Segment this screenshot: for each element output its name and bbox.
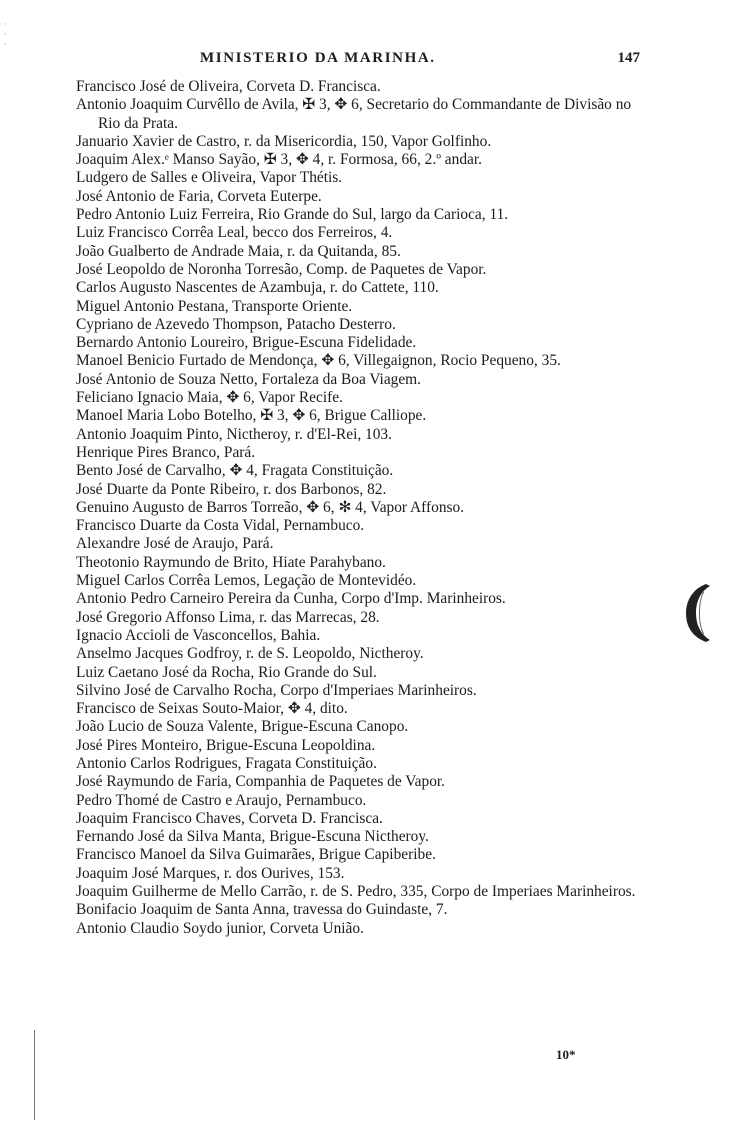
list-item: Francisco de Seixas Souto-Maior, ✥ 4, dito. <box>76 700 348 718</box>
list-item: Francisco Manoel da Silva Guimarães, Brigue Capiberibe. <box>76 846 436 864</box>
list-item: Ludgero de Salles e Oliveira, Vapor Thétis. <box>76 169 343 187</box>
list-item: Alexandre José de Araujo, Pará. <box>76 535 274 553</box>
list-item: Luiz Caetano José da Rocha, Rio Grande do Sul. <box>76 663 377 681</box>
list-item: Joaquim Guilherme de Mello Carrão, r. de S. Pedro, 335, Corpo de Imperiaes Marinheiros. <box>76 883 636 901</box>
list-item: José Gregorio Affonso Lima, r. das Marrecas, 28. <box>76 608 380 626</box>
list-item: José Pires Monteiro, Brigue-Escuna Leopoldina. <box>76 736 376 754</box>
officer-list <box>76 78 656 938</box>
list-item: Bernardo Antonio Loureiro, Brigue-Escuna Fidelidade. <box>76 334 417 352</box>
list-item: Bento José de Carvalho, ✥ 4, Fragata Constituição. <box>76 462 394 480</box>
list-item: Henrique Pires Branco, Pará. <box>76 443 256 461</box>
list-item: Francisco Duarte da Costa Vidal, Pernambuco. <box>76 517 365 535</box>
page-number: 147 <box>617 50 640 66</box>
list-item: Ignacio Accioli de Vasconcellos, Bahia. <box>76 626 321 644</box>
list-item: Manoel Maria Lobo Botelho, ✠ 3, ✥ 6, Brigue Calliope. <box>76 407 427 425</box>
list-item: Fernando José da Silva Manta, Brigue-Escuna Nictheroy. <box>76 828 429 846</box>
list-item: Pedro Thomé de Castro e Araujo, Pernambuco. <box>76 791 367 809</box>
list-item: Francisco José de Oliveira, Corveta D. Francisca. <box>76 78 381 95</box>
list-item: Antonio Joaquim Pinto, Nictheroy, r. d'El-Rei, 103. <box>76 425 392 443</box>
margin-specks: · · · <box>4 20 7 49</box>
list-item: José Leopoldo de Noronha Torresão, Comp. de Paquetes de Vapor. <box>76 260 487 278</box>
list-item: Joaquim Alex.ᵉ Manso Sayão, ✠ 3, ✥ 4, r. Formosa, 66, 2.º andar. <box>76 151 482 169</box>
list-item: Anselmo Jacques Godfroy, r. de S. Leopoldo, Nictheroy. <box>76 645 424 663</box>
list-item: Luiz Francisco Corrêa Leal, becco dos Ferreiros, 4. <box>76 224 393 242</box>
list-item: Feliciano Ignacio Maia, ✥ 6, Vapor Recife. <box>76 389 343 407</box>
list-item: João Gualberto de Andrade Maia, r. da Quitanda, 85. <box>76 242 401 260</box>
list-item: Antonio Pedro Carneiro Pereira da Cunha, Corpo d'Imp. Marinheiros. <box>76 590 506 608</box>
list-item: Theotonio Raymundo de Brito, Hiate Parahybano. <box>76 553 386 571</box>
list-item: Antonio Carlos Rodrigues, Fragata Constituição. <box>76 754 377 772</box>
list-item: Carlos Augusto Nascentes de Azambuja, r. do Cattete, 110. <box>76 279 439 297</box>
list-item: Antonio Joaquim Curvêllo de Avila, ✠ 3, ✥ 6, Secretario do Commandante de Divisão no Rio da Prata. <box>76 96 632 132</box>
page-header <box>200 50 640 72</box>
running-title: MINISTERIO DA MARINHA. <box>200 50 436 66</box>
list-item: José Antonio de Faria, Corveta Euterpe. <box>76 187 322 205</box>
list-item: José Raymundo de Faria, Companhia de Paquetes de Vapor. <box>76 773 446 791</box>
list-item: José Antonio de Souza Netto, Fortaleza da Boa Viagem. <box>76 370 422 388</box>
list-item: Joaquim Francisco Chaves, Corveta D. Francisca. <box>76 809 383 827</box>
list-item: Silvino José de Carvalho Rocha, Corpo d'Imperiaes Marinheiros. <box>76 681 477 699</box>
list-item: Antonio Claudio Soydo junior, Corveta União. <box>76 919 364 937</box>
list-item: Pedro Antonio Luiz Ferreira, Rio Grande do Sul, largo da Carioca, 11. <box>76 206 509 224</box>
list-item: Manoel Benicio Furtado de Mendonça, ✥ 6, Villegaignon, Rocio Pequeno, 35. <box>76 352 561 370</box>
signature-mark: 10* <box>556 1047 576 1062</box>
list-item: Januario Xavier de Castro, r. da Misericordia, 150, Vapor Golfinho. <box>76 132 492 150</box>
list-item: José Duarte da Ponte Ribeiro, r. dos Barbonos, 82. <box>76 480 387 498</box>
list-item: Joaquim José Marques, r. dos Ourives, 153. <box>76 864 345 882</box>
list-item: Bonifacio Joaquim de Santa Anna, travessa do Guindaste, 7. <box>76 901 448 919</box>
list-item: Miguel Carlos Corrêa Lemos, Legação de Montevidéo. <box>76 572 417 590</box>
list-item: Genuino Augusto de Barros Torreão, ✥ 6, ✻ 4, Vapor Affonso. <box>76 498 465 516</box>
binding-clip-mark <box>684 582 712 644</box>
list-item: Cypriano de Azevedo Thompson, Patacho Desterro. <box>76 315 396 333</box>
list-item: Miguel Antonio Pestana, Transporte Oriente. <box>76 297 353 315</box>
margin-rule <box>34 1030 35 1120</box>
list-item: João Lucio de Souza Valente, Brigue-Escuna Canopo. <box>76 718 409 736</box>
